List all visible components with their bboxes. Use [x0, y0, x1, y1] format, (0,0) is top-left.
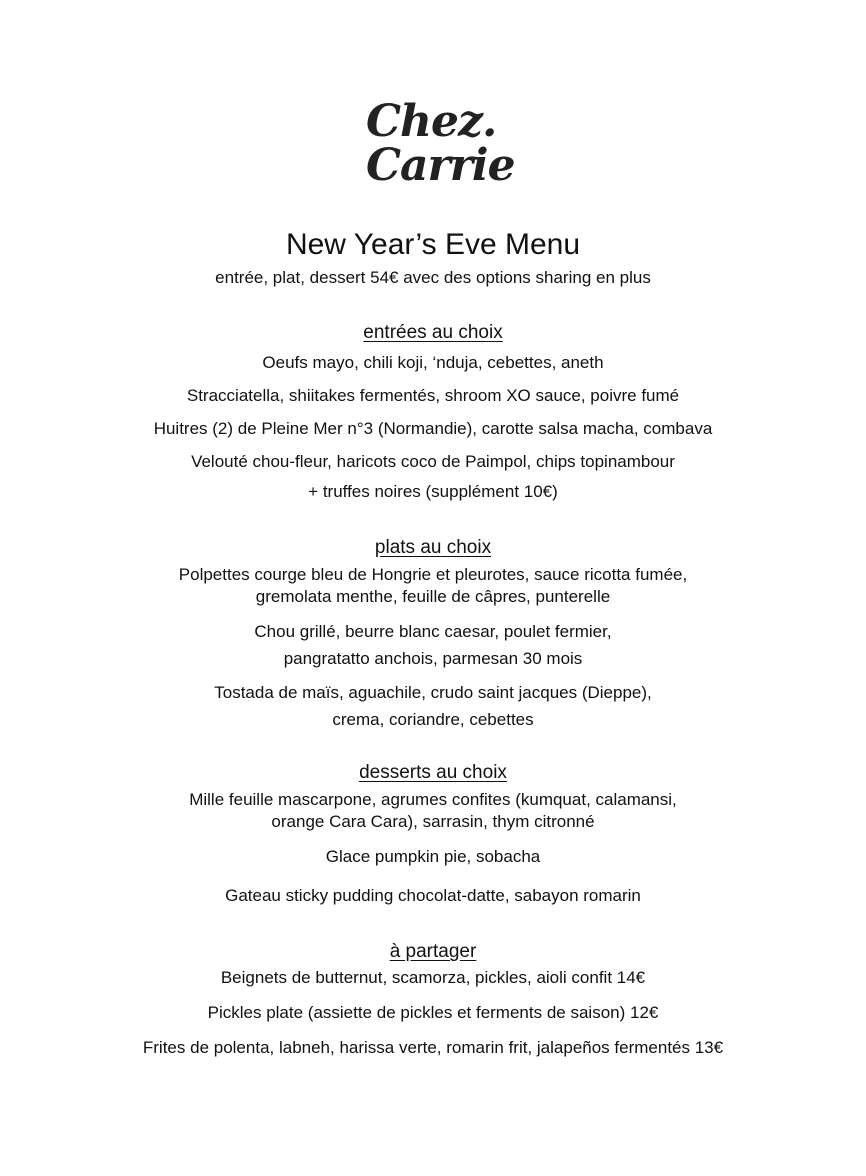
menu-title: New Year’s Eve Menu	[285, 228, 581, 261]
plat-item: Polpettes courge bleu de Hongrie et pleurotes, sauce ricotta fumée,	[178, 565, 688, 584]
plat-item: pangratatto anchois, parmesan 30 mois	[283, 649, 583, 668]
plat-item: Tostada de maïs, aguachile, crudo saint jacques (Dieppe),	[214, 683, 652, 702]
sharing-item: Pickles plate (assiette de pickles et ferments de saison) 12€	[207, 1003, 659, 1022]
sharing-item: Beignets de butternut, scamorza, pickles, aioli confit 14€	[220, 968, 646, 987]
entree-item: Huitres (2) de Pleine Mer n°3 (Normandie), carotte salsa macha, combava	[153, 419, 713, 438]
dessert-item: Gateau sticky pudding chocolat-datte, sabayon romarin	[225, 886, 641, 905]
section-heading-entrees: entrées au choix	[363, 322, 503, 343]
entree-item: Stracciatella, shiitakes fermentés, shroom XO sauce, poivre fumé	[186, 386, 680, 405]
section-heading-partager: à partager	[389, 941, 477, 962]
plat-item: Chou grillé, beurre blanc caesar, poulet fermier,	[254, 622, 612, 641]
menu-subtitle: entrée, plat, dessert 54€ avec des options sharing en plus	[215, 268, 651, 287]
sharing-item: Frites de polenta, labneh, harissa verte, romarin frit, jalapeños fermentés 13€	[142, 1038, 724, 1057]
plat-item: crema, coriandre, cebettes	[332, 710, 534, 729]
plat-item: gremolata menthe, feuille de câpres, punterelle	[255, 587, 611, 606]
section-heading-desserts: desserts au choix	[359, 762, 507, 783]
entree-item: Velouté chou-fleur, haricots coco de Paimpol, chips topinambour	[191, 452, 675, 471]
entree-item: Oeufs mayo, chili koji, ‘nduja, cebettes, aneth	[262, 353, 604, 372]
restaurant-logo	[366, 96, 526, 200]
dessert-item: orange Cara Cara), sarrasin, thym citronné	[271, 812, 595, 831]
dessert-item: Mille feuille mascarpone, agrumes confites (kumquat, calamansi,	[189, 790, 677, 809]
dessert-item: Glace pumpkin pie, sobacha	[325, 847, 541, 866]
logo-line-2: Carrie	[366, 140, 515, 191]
section-heading-plats: plats au choix	[374, 537, 492, 558]
entree-supplement: + truffes noires (supplément 10€)	[308, 482, 558, 501]
logo-line-1: Chez.	[366, 96, 497, 147]
